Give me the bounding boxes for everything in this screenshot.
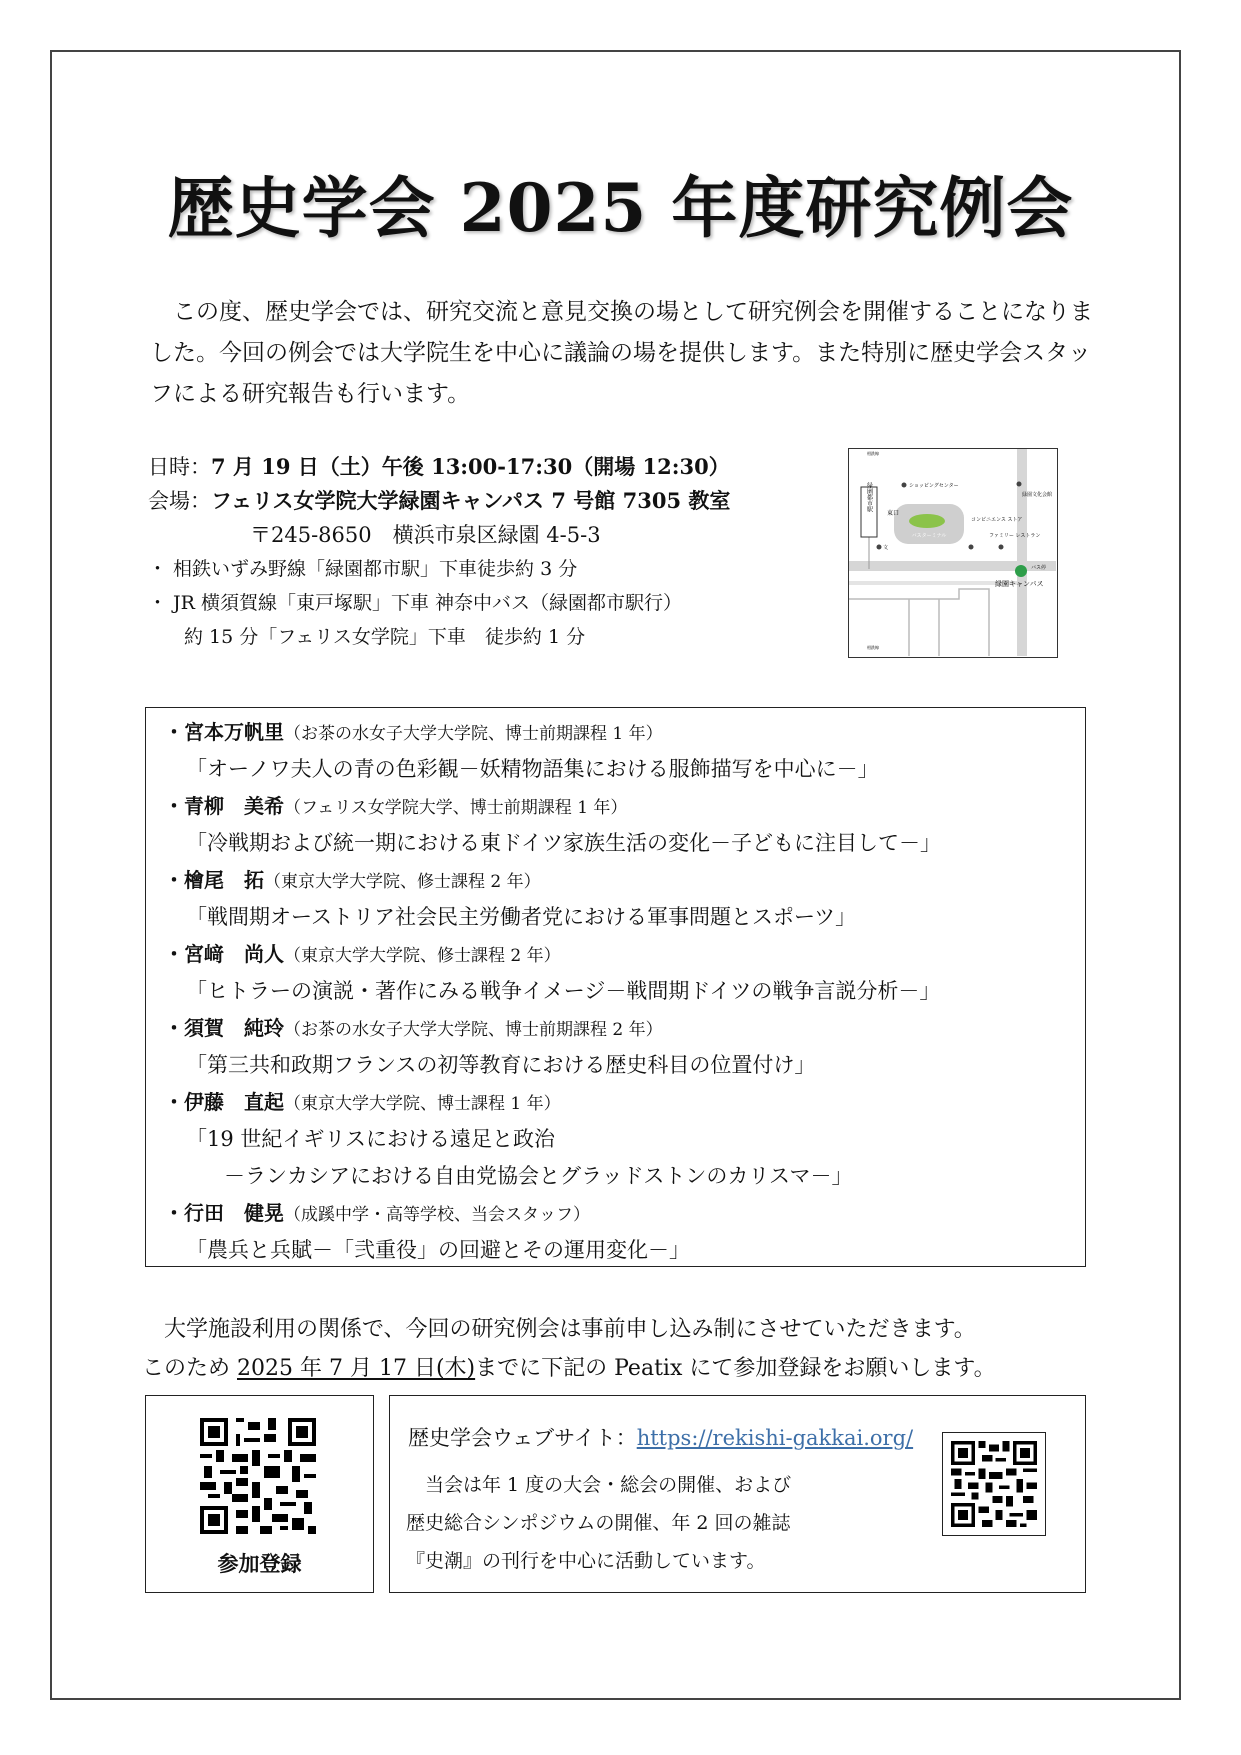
speaker-name: 檜尾 拓 xyxy=(184,868,264,892)
date-row xyxy=(148,450,838,484)
notice-line2 xyxy=(142,1349,1102,1388)
map-hall-dot xyxy=(1017,482,1022,487)
intro-text: この度、歴史学会では、研究交流と意見交換の場として研究例会を開催することになりました。今回の例会では大学院生を中心に議論の場を提供します。また特別に歴史学会スタッフによる研究報告も行います。 xyxy=(150,299,1093,407)
website-line2: 歴史総合シンポジウムの開催、年 2 回の雑誌 xyxy=(406,1512,791,1534)
peatix-qr-code[interactable] xyxy=(200,1418,316,1534)
address: 〒245-8650 横浜市泉区緑園 4-5-3 xyxy=(250,523,601,547)
map-road-minor xyxy=(849,581,1017,585)
speaker-entry: ・行田 健晃（成蹊中学・高等学校、当会スタッフ） 「農兵と兵賦－「弐重役」の回避とその運用変化－」 xyxy=(164,1195,1075,1269)
speaker-title: 「冷戦期および統一期における東ドイツ家族生活の変化－子どもに注目して－」 xyxy=(186,831,941,855)
access-jr-cont: 約 15 分「フェリス女学院」下車 徒歩約 1 分 xyxy=(184,626,586,648)
website-box xyxy=(389,1395,1086,1593)
speaker-entry: ・青柳 美希（フェリス女学院大学、博士前期課程 1 年） 「冷戦期および統一期における東ドイツ家族生活の変化－子どもに注目して－」 xyxy=(164,788,1075,862)
map-hall-label: 緑園文化会館 xyxy=(1022,492,1053,498)
speaker-entry: ・須賀 純玲（お茶の水女子大学大学院、博士前期課程 2 年） 「第三共和政期フランスの初等教育における歴史科目の位置付け」 xyxy=(164,1010,1075,1084)
website-line1: 当会は年 1 度の大会・総会の開催、および xyxy=(425,1474,792,1496)
map-bus-terminal-label: バスターミナル xyxy=(911,533,947,539)
intro-paragraph xyxy=(150,292,1095,415)
speakers-box xyxy=(145,707,1086,1267)
map-bank-dot xyxy=(877,545,882,550)
speaker-name: 青柳 美希 xyxy=(184,794,284,818)
map-road-vertical xyxy=(1017,449,1027,656)
map-restaurant-dot xyxy=(999,545,1004,550)
map-road-lines-2 xyxy=(909,599,939,656)
access-jr: ・ JR 横須賀線「東戸塚駅」下車 神奈中バス（緑園都市駅行） xyxy=(148,592,683,614)
page-title: 歴史学会 2025 年度研究例会 xyxy=(167,169,1074,247)
speaker-title: 「農兵と兵賦－「弐重役」の回避とその運用変化－」 xyxy=(186,1238,690,1262)
event-info xyxy=(148,450,838,654)
registration-notice xyxy=(142,1310,1102,1388)
registration-label: 参加登録 xyxy=(217,1552,302,1576)
speaker-entry: ・檜尾 拓（東京大学大学院、修士課程 2 年） 「戦間期オーストリア社会民主労働者党における軍事問題とスポーツ」 xyxy=(164,862,1075,936)
deadline-date: 2025 年 7 月 17 日(木) xyxy=(237,1356,476,1381)
map-east-exit: 東口 xyxy=(887,510,900,517)
map-shopping-label: ショッピングセンター xyxy=(909,483,959,489)
speaker-name: 須賀 純玲 xyxy=(184,1016,284,1040)
website-heading xyxy=(408,1422,913,1452)
map-restaurant-label: ファミリー レストラン xyxy=(989,533,1041,539)
speaker-entry: ・宮﨑 尚人（東京大学大学院、修士課程 2 年） 「ヒトラーの演説・著作にみる戦争イメージ－戦間期ドイツの戦争言説分析－」 xyxy=(164,936,1075,1010)
speaker-affiliation: （東京大学大学院、修士課程 2 年） xyxy=(284,946,561,966)
map-campus-label: 緑園キャンパス xyxy=(995,580,1044,588)
venue-value: フェリス女学院大学緑園キャンパス 7 号館 7305 教室 xyxy=(211,488,731,513)
speaker-title: 「戦間期オーストリア社会民主労働者党における軍事問題とスポーツ」 xyxy=(186,905,857,929)
notice-post: までに下記の Peatix にて参加登録をお願いします。 xyxy=(475,1356,996,1381)
speaker-title: 「オーノワ夫人の青の色彩観－妖精物語集における服飾描写を中心に－」 xyxy=(186,757,879,781)
notice-pre: このため xyxy=(142,1356,237,1381)
website-qr-graphic xyxy=(951,1441,1037,1527)
website-link[interactable]: https://rekishi-gakkai.org/ xyxy=(636,1426,914,1450)
speaker-affiliation: （東京大学大学院、博士課程 1 年） xyxy=(284,1094,561,1114)
speaker-name: 宮本万帆里 xyxy=(184,720,284,744)
website-qr-code[interactable] xyxy=(942,1432,1046,1536)
map-bank-label: 文 xyxy=(883,545,889,551)
website-label: 歴史学会ウェブサイト： xyxy=(408,1426,637,1450)
date-label: 日時： xyxy=(148,455,211,479)
access-map xyxy=(848,448,1058,658)
map-bus-stop-label: バス停 xyxy=(1031,565,1047,571)
speaker-title: 「ヒトラーの演説・著作にみる戦争イメージ－戦間期ドイツの戦争言説分析－」 xyxy=(186,979,941,1003)
speaker-affiliation: （東京大学大学院、修士課程 2 年） xyxy=(264,872,541,892)
speaker-title: 「19 世紀イギリスにおける遠足と政治 xyxy=(186,1127,555,1151)
registration-box[interactable] xyxy=(145,1395,374,1593)
map-convenience-dot xyxy=(969,545,974,550)
website-line3: 『史潮』の刊行を中心に活動しています。 xyxy=(406,1550,766,1572)
speaker-affiliation: （フェリス女学院大学、博士前期課程 1 年） xyxy=(284,798,628,818)
speaker-entry: ・宮本万帆里（お茶の水女子大学大学院、博士前期課程 1 年） 「オーノワ夫人の青の色彩観－妖精物語集における服飾描写を中心に－」 xyxy=(164,714,1075,788)
speaker-affiliation: （お茶の水女子大学大学院、博士前期課程 1 年） xyxy=(284,724,663,744)
map-line-top: 相鉄線 xyxy=(867,451,879,456)
speaker-title: 「第三共和政期フランスの初等教育における歴史科目の位置付け」 xyxy=(186,1053,816,1077)
venue-row xyxy=(148,484,838,518)
website-description xyxy=(406,1466,866,1580)
map-station-label: 緑園都市駅 xyxy=(865,482,873,512)
map-convenience-label: コンビニエンス ストア xyxy=(971,517,1023,523)
speaker-name: 伊藤 直起 xyxy=(184,1090,284,1114)
speaker-name: 行田 健晃 xyxy=(184,1201,284,1225)
notice-line1: 大学施設利用の関係で、今回の研究例会は事前申し込み制にさせていただきます。 xyxy=(164,1317,976,1342)
speaker-entry: ・伊藤 直起（東京大学大学院、博士課程 1 年） 「19 世紀イギリスにおける遠足と政治 －ランカシアにおける自由党協会とグラッドストンのカリスマ－」 xyxy=(164,1084,1075,1195)
map-graphic xyxy=(849,449,1056,656)
map-campus-dot xyxy=(1015,565,1027,577)
access-sotetsu: ・ 相鉄いずみ野線「緑園都市駅」下車徒歩約 3 分 xyxy=(148,558,578,580)
venue-label: 会場： xyxy=(148,489,211,513)
speaker-name: 宮﨑 尚人 xyxy=(184,942,284,966)
speaker-affiliation: （お茶の水女子大学大学院、博士前期課程 2 年） xyxy=(284,1020,663,1040)
map-shopping-dot xyxy=(902,483,907,488)
speaker-affiliation: （成蹊中学・高等学校、当会スタッフ） xyxy=(284,1205,590,1225)
map-line-bottom: 相鉄線 xyxy=(867,645,879,650)
map-green-area xyxy=(909,514,945,528)
date-value: 7 月 19 日（土）午後 13:00-17:30（開場 12:30） xyxy=(211,454,730,479)
speaker-title-cont: －ランカシアにおける自由党協会とグラッドストンのカリスマ－」 xyxy=(224,1164,853,1188)
